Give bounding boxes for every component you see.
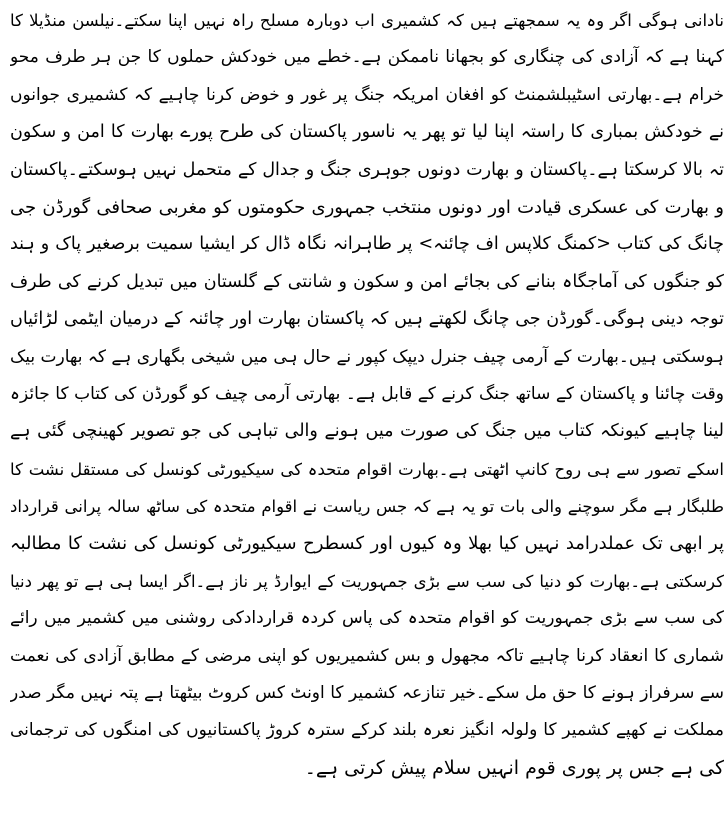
text-line: سے سرفراز ہونے کا حق مل سکے۔خیر تنازعہ کشمیر کا اونٹ کس کروٹ بیٹھتا ہے پتہ نہیں مگر صدر xyxy=(10,683,724,704)
text-line: ہوسکتی ہیں۔بھارت کے آرمی چیف جنرل دیپک کپور نے حال ہی میں شیخی بگھاری ہے کہ بھارت بیک xyxy=(10,346,724,367)
text-line: کو جنگوں کی آماجگاہ بنانے کی بجائے امن و سکون و شانتی کے گلستان میں تبدیل کرنے کی طرف xyxy=(10,271,724,292)
text-line: کی سب سے بڑی جمہوریت کو اقوام متحدہ کی پاس کردہ قراردادکی روشنی میں کشمیر میں رائے xyxy=(10,608,724,629)
text-line: کرسکتی ہے۔بھارت کو دنیا کی سب سے بڑی جمہوریت کے ایوارڈ پر ناز ہے۔اگر ایسا ہی ہے تو پھر دنیا xyxy=(10,571,724,591)
text-line: نادانی ہوگی اگر وہ یہ سمجھتے ہیں کہ کشمیری اب دوبارہ مسلح راہ نہیں اپنا سکتے۔نیلسن منڈیلا کا xyxy=(10,11,724,30)
text-line: کہنا ہے کہ آزادی کی چنگاری کو بجھانا ناممکن ہے۔خطے میں خودکش حملوں کا جن ہر طرف محو xyxy=(10,47,724,68)
text-line: لینا چاہیے کیونکہ کتاب میں جنگ کی صورت میں ہونے والی تباہی کی جو تصویر کھینچی گئی ہے xyxy=(10,421,724,442)
text-line: اسکے تصور سے ہی روح کانپ اٹھتی ہے۔بھارت اقوام متحدہ کی سیکیورٹی کونسل کی مستقل نشت کا xyxy=(10,459,724,479)
text-line: طلبگار ہے مگر سوچنے والی بات تو یہ ہے کہ جس ریاست نے اقوام متحدہ کی ساٹھ سالہ پرانی قرارداد xyxy=(10,497,724,517)
text-line-last: کی ہے جس پر پوری قوم انہیں سلام پیش کرتی ہے۔ xyxy=(304,756,724,779)
article-body xyxy=(10,2,724,787)
text-line: شماری کا انعقاد کرنا چاہیے تاکہ مجھول و بس کشمیریوں کو اپنی مرضی کے مطابق آزادی کی نعمت xyxy=(10,645,724,666)
text-line: مملکت نے کھپے کشمیر کا ولولہ انگیز نعرہ بلند کرکے سترہ کروڑ پاکستانیوں کی امنگوں کی ترجمانی xyxy=(10,720,724,741)
text-line: پر ابھی تک عملدرامد نہیں کیا بھلا وہ کیوں اور کسطرح سیکیورٹی کونسل کی نشت کا مطالبہ xyxy=(10,533,724,555)
text-line: توجہ دینی ہوگی۔گورڈن جی چانگ لکھتے ہیں کہ پاکستان بھارت اور چائنہ کے درمیان ایٹمی لڑائیاں xyxy=(10,309,724,330)
text-line: نے خودکش بمباری کا راستہ اپنا لیا تو پھر یہ ناسور پاکستان کی طرح پورے بھارت کا امن و سکون xyxy=(10,122,724,143)
text-line: چانگ کی کتاب <کمنگ کلاپس اف چائنہ> پر طاہرانہ نگاہ ڈال کر ایشیا سمیت برصغیر پاک و ہند xyxy=(10,234,724,255)
text-line: وقت چائنا و پاکستان کے ساتھ جنگ کرنے کے قابل ہے۔ بھارتی آرمی چیف کو گورڈن کی کتاب کا جائزہ xyxy=(10,383,724,404)
text-line: و بھارت کی عسکری قیادت اور دونوں منتخب جمہوری حکومتوں کو مغربی صحافی گورڈن جی xyxy=(10,196,724,218)
text-line: خرام ہے۔بھارتی اسٹیبلشمنٹ کو افغان امریکہ جنگ پر غور و خوض کرنا چاہیے کہ کشمیری جوانوں xyxy=(10,84,724,105)
text-line: تہ بالا کرسکتا ہے۔پاکستان و بھارت دونوں جوہری جنگ و جدال کے متحمل نہیں ہوسکتے۔پاکستان xyxy=(10,159,724,180)
